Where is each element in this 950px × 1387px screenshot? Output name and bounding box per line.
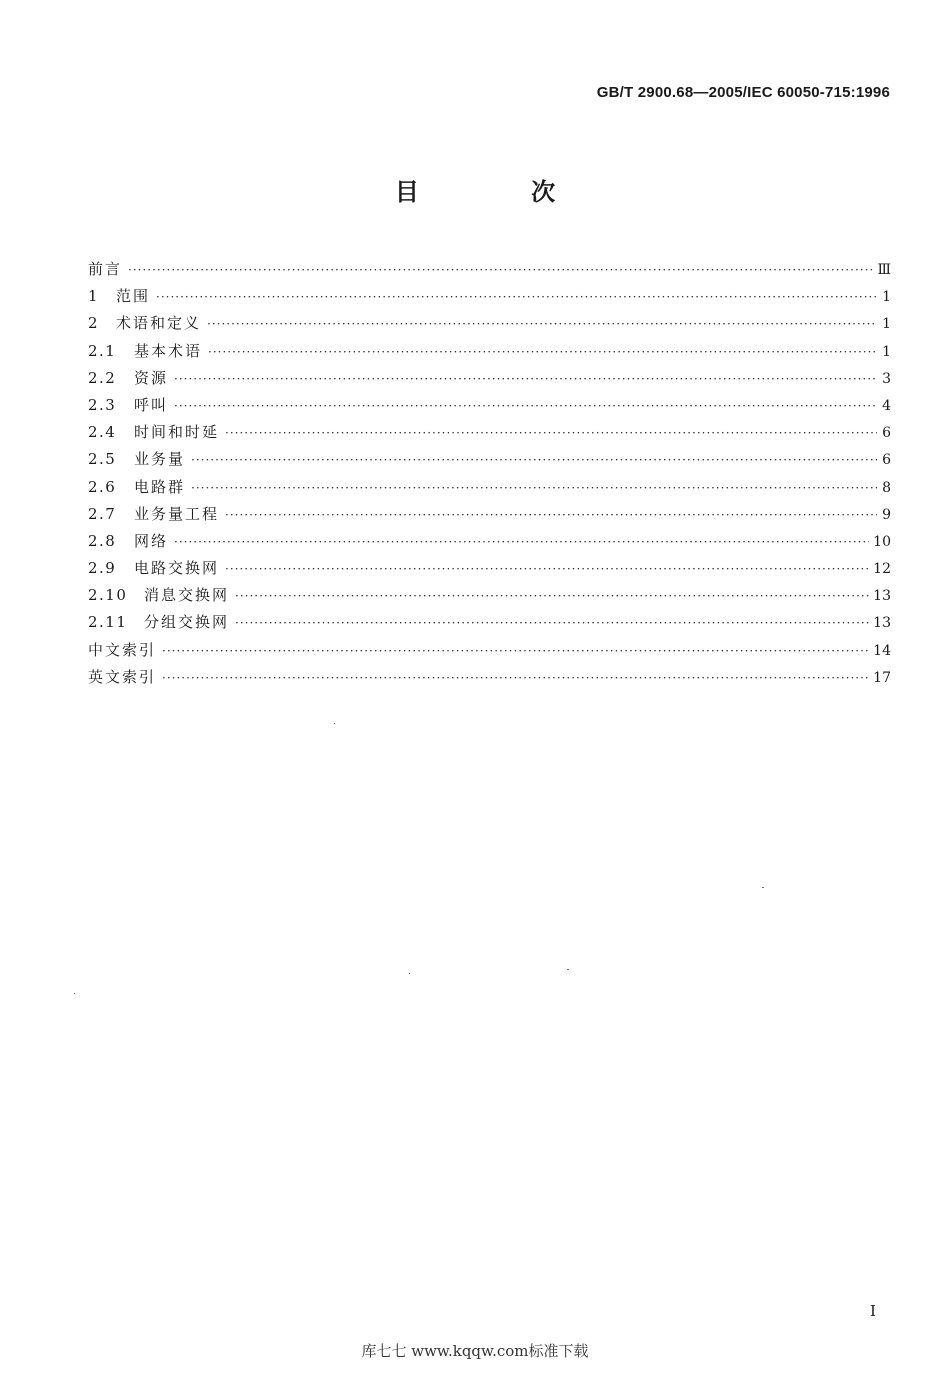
toc-entry-page: 1 [882,289,891,306]
toc-entry-number: 2.2 [88,368,117,387]
toc-entry-label: 业务量工程 [134,504,220,523]
toc-entry[interactable] [88,283,891,310]
toc-entry-leader [162,665,869,692]
footer-watermark: 库七七 www.kqqw.com标准下载 [361,1342,589,1360]
toc-entry[interactable] [88,664,891,691]
scan-speck [409,973,410,974]
page-number: I [870,1302,876,1320]
toc-entry[interactable] [88,446,891,473]
toc-entry-leader [191,447,877,474]
toc-entry[interactable] [88,528,891,555]
toc-entry-number: 2.6 [88,477,117,496]
toc-entry[interactable] [88,582,891,609]
toc-entry-label: 基本术语 [134,341,203,360]
toc-entry-page: 8 [882,479,891,496]
toc-entry-leader [208,339,877,366]
toc-entry-label: 范围 [116,287,151,306]
toc-entry-number: 2.4 [88,423,117,442]
toc-entry-leader [225,502,877,529]
toc-entry-page: 1 [882,316,891,333]
toc-entry-label: 术语和定义 [116,314,202,333]
toc-entry-leader [235,583,869,610]
toc-entry-page: 17 [873,669,891,686]
toc-entry-page: 6 [882,452,891,469]
toc-entry[interactable] [88,474,891,501]
toc-entry[interactable] [88,338,891,365]
toc-entry-leader [156,284,877,311]
toc-entry-label: 呼叫 [134,395,169,414]
scan-speck [74,993,75,994]
toc-entry-number: 2.7 [88,504,117,523]
toc-entry-number: 2.3 [88,395,117,414]
toc-entry-label: 消息交换网 [144,586,230,605]
toc-entry-leader [174,366,877,393]
toc-entry-label: 分组交换网 [144,613,230,632]
toc-entry-page: 12 [873,561,891,578]
toc-entry-leader [207,311,877,338]
toc-entry-leader [225,420,877,447]
toc-entry-label: 前言 [88,260,123,278]
toc-entry[interactable] [88,392,891,419]
toc-entry-leader [235,610,869,637]
toc-entry-leader [128,257,873,284]
toc-entry-page: 13 [873,615,891,632]
toc-entry[interactable] [88,310,891,337]
toc-entry-label: 英文索引 [88,667,157,686]
toc-entry-page: 4 [882,397,891,414]
toc-entry-page: Ⅲ [877,262,891,278]
toc-entry-number: 1 [88,287,100,306]
toc-entry-leader [162,638,869,665]
toc-entry-number: 2.11 [88,613,128,632]
toc-entry[interactable] [88,256,891,283]
toc-entry-number: 2.8 [88,531,117,550]
toc-entry-label: 时间和时延 [134,423,220,442]
toc-entry-label: 电路交换网 [134,559,220,578]
scan-speck [334,723,335,724]
toc-entry-page: 6 [882,425,891,442]
table-of-contents [88,256,891,691]
toc-entry-leader [174,529,869,556]
toc-entry-label: 业务量 [134,450,186,469]
toc-entry-leader [174,393,877,420]
toc-entry-number: 2 [88,314,100,333]
toc-entry-label: 中文索引 [88,640,157,659]
toc-entry-number: 2.10 [88,586,128,605]
toc-entry-page: 14 [873,642,891,659]
toc-entry-leader [225,556,869,583]
toc-entry-page: 3 [882,370,891,387]
toc-entry-number: 2.1 [88,341,117,360]
toc-entry[interactable] [88,365,891,392]
toc-entry-page: 9 [882,506,891,523]
toc-entry-label: 资源 [134,368,169,387]
toc-entry-label: 网络 [134,531,169,550]
toc-entry-page: 13 [873,588,891,605]
toc-entry[interactable] [88,555,891,582]
toc-entry-number: 2.5 [88,450,117,469]
scan-speck [567,969,569,970]
toc-title: 目 次 [394,178,608,206]
toc-entry-page: 1 [882,343,891,360]
toc-entry[interactable] [88,609,891,636]
toc-entry[interactable] [88,501,891,528]
toc-entry-page: 10 [873,533,891,550]
toc-entry[interactable] [88,637,891,664]
standard-code: GB/T 2900.68—2005/IEC 60050-715:1996 [596,84,890,101]
scan-speck [762,887,764,888]
toc-entry-label: 电路群 [134,477,186,496]
toc-entry-leader [191,475,877,502]
toc-entry-number: 2.9 [88,559,117,578]
toc-entry[interactable] [88,419,891,446]
